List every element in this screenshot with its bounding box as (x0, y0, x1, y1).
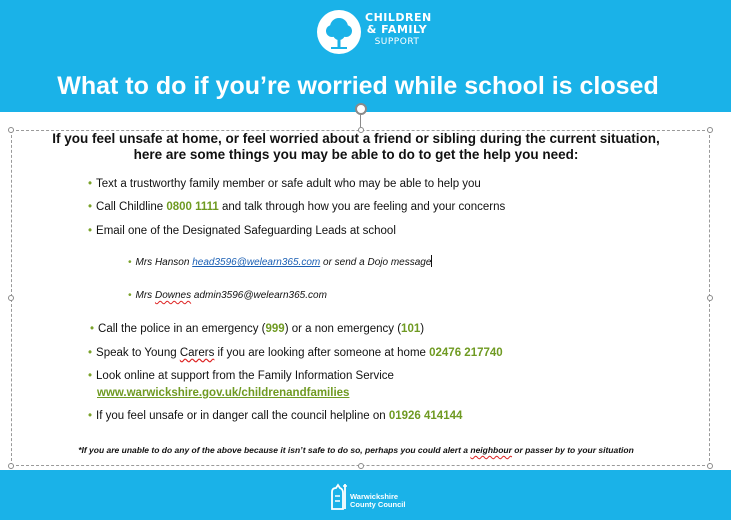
resize-handle-top-right[interactable] (707, 127, 713, 133)
logo-line-2: & FAMILY (366, 23, 428, 36)
list-item-email (88, 224, 396, 238)
item-text: ) (420, 323, 425, 335)
item-text: or send a Dojo message (320, 257, 432, 268)
rotation-handle[interactable] (355, 103, 367, 115)
list-item-young-carers (88, 346, 503, 360)
list-item-police (90, 322, 424, 336)
item-text: Mrs Hanson (135, 257, 193, 268)
spellcheck-word: neighbour (470, 445, 512, 455)
council-name-line-1: Warwickshire (350, 492, 399, 501)
text-cursor (431, 255, 432, 267)
bullet-icon: • (88, 201, 93, 213)
bullet-icon: • (88, 178, 93, 190)
website-link[interactable]: www.warwickshire.gov.uk/childrenandfamilies (97, 387, 350, 399)
childline-number: 0800 1111 (166, 201, 219, 213)
council-name-line-2: County Council (350, 500, 406, 509)
bullet-icon: • (128, 257, 132, 268)
intro-line-2: here are some things you may be able to do to get the help you need: (133, 147, 579, 162)
item-text: Speak to Young (96, 347, 180, 359)
bullet-icon: • (88, 370, 93, 382)
young-carers-number: 02476 217740 (429, 347, 503, 359)
bullet-icon: • (128, 290, 132, 301)
bullet-icon: • (88, 410, 93, 422)
non-emergency-number: 101 (401, 323, 421, 335)
item-text: Call the police in an emergency ( (98, 323, 266, 335)
bullet-icon: • (88, 225, 93, 237)
item-text: ) or a non emergency ( (284, 323, 402, 335)
resize-handle-bottom[interactable] (358, 463, 364, 469)
council-name (350, 493, 405, 509)
resize-handle-bottom-right[interactable] (707, 463, 713, 469)
spellcheck-word: Downes (154, 290, 192, 301)
rotation-handle-stem (360, 114, 361, 127)
warwickshire-logo (328, 480, 418, 512)
footnote (20, 445, 692, 455)
list-item-council (88, 409, 462, 423)
resize-handle-left[interactable] (8, 295, 14, 301)
bear-and-staff-icon (328, 482, 348, 510)
list-item-text-adult (88, 177, 481, 191)
intro-line-1: If you feel unsafe at home, or feel worried about a friend or sibling during the current situation, (52, 131, 660, 146)
resize-handle-bottom-left[interactable] (8, 463, 14, 469)
website-line (97, 386, 349, 400)
item-text: Email one of the Designated Safeguarding Leads at school (96, 225, 396, 237)
downes-email: admin3596@welearn365.com (191, 290, 327, 301)
item-text: If you feel unsafe or in danger call the council helpline on (96, 410, 389, 422)
item-text: Look online at support from the Family Information Service (96, 370, 394, 382)
resize-handle-top-left[interactable] (8, 127, 14, 133)
footnote-text: *If you are unable to do any of the above because it isn’t safe to do so, perhaps you could alert a (78, 445, 471, 455)
logo-text (365, 11, 432, 48)
bullet-icon: • (90, 323, 95, 335)
item-text: and talk through how you are feeling and your concerns (218, 201, 506, 213)
resize-handle-right[interactable] (707, 295, 713, 301)
spellcheck-word: Carers (179, 347, 215, 359)
item-text: Call Childline (96, 201, 167, 213)
council-helpline-number: 01926 414144 (388, 410, 463, 422)
emergency-number: 999 (265, 323, 285, 335)
list-item-mrs-hanson (128, 255, 432, 270)
item-text: Mrs (135, 290, 155, 301)
item-text: if you are looking after someone at home (214, 347, 430, 359)
intro-text (20, 131, 692, 163)
bullet-icon: • (88, 347, 93, 359)
children-family-support-logo (317, 8, 432, 58)
list-item-mrs-downes (128, 289, 327, 303)
page-title: What to do if you’re worried while school is closed (57, 72, 659, 100)
logo-line-1: CHILDREN (365, 11, 432, 24)
item-text: Text a trustworthy family member or safe adult who may be able to help you (96, 178, 481, 190)
hanson-email-link[interactable]: head3596@welearn365.com (192, 257, 321, 268)
list-item-online (88, 369, 394, 383)
footnote-text: or passer by to your situation (511, 445, 634, 455)
list-item-childline (88, 200, 505, 214)
logo-line-3: SUPPORT (374, 37, 420, 47)
tree-icon (317, 10, 361, 54)
